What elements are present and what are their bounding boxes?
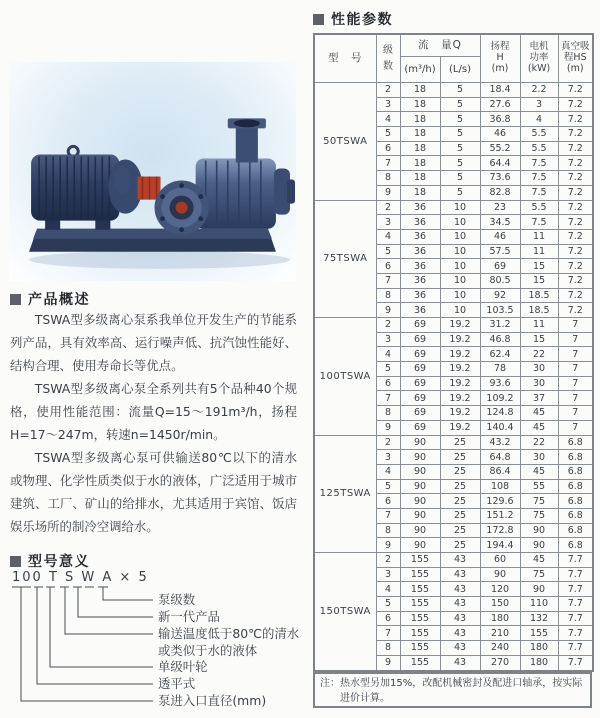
value-cell: 90: [400, 508, 440, 523]
value-cell: 93.6: [480, 376, 520, 391]
value-cell: 90: [520, 538, 558, 553]
value-cell: 7.2: [558, 112, 593, 127]
value-cell: 5.5: [520, 127, 558, 142]
model-cell: 125TSWA: [314, 435, 376, 553]
value-cell: 2: [376, 435, 400, 450]
model-code: 100 T S W A × 5: [12, 570, 149, 585]
diagram-label: 泵级数: [158, 592, 196, 607]
model-meaning-heading-text: 型号意义: [28, 554, 90, 570]
value-cell: 3: [376, 450, 400, 465]
value-cell: 18.5: [520, 288, 558, 303]
value-cell: 7: [558, 332, 593, 347]
model-cell: 75TSWA: [314, 200, 376, 318]
value-cell: 92: [480, 288, 520, 303]
value-cell: 155: [520, 626, 558, 641]
value-cell: 240: [480, 641, 520, 656]
model-cell: 100TSWA: [314, 318, 376, 436]
col-header-power: [520, 34, 558, 83]
value-cell: 30: [520, 376, 558, 391]
value-cell: 4: [376, 582, 400, 597]
value-cell: 5: [376, 597, 400, 612]
col-header-head-line: (m): [491, 62, 509, 74]
value-cell: 6: [376, 259, 400, 274]
value-cell: 18.4: [480, 83, 520, 98]
col-header-stages: [376, 34, 400, 83]
value-cell: 110: [520, 597, 558, 612]
value-cell: 3: [376, 567, 400, 582]
value-cell: 45: [520, 420, 558, 435]
model-cell: 50TSWA: [314, 83, 376, 201]
overview-heading: [10, 289, 90, 309]
value-cell: 109.2: [480, 391, 520, 406]
overview-heading-text: 产品概述: [28, 292, 90, 308]
value-cell: 3: [376, 332, 400, 347]
value-cell: 155: [400, 567, 440, 582]
value-cell: 6: [376, 376, 400, 391]
diagram-label: 泵进入口直径(mm): [158, 693, 267, 708]
value-cell: 5: [440, 112, 480, 127]
value-cell: 7.2: [558, 97, 593, 112]
value-cell: 7.7: [558, 567, 593, 582]
col-header-power-line: (kW): [527, 62, 551, 74]
value-cell: 18: [400, 83, 440, 98]
value-cell: 151.2: [480, 508, 520, 523]
performance-table: [313, 33, 594, 672]
value-cell: 103.5: [480, 303, 520, 318]
value-cell: 7: [376, 156, 400, 171]
col-header-head-line: 扬程: [490, 41, 510, 53]
value-cell: 7.5: [520, 171, 558, 186]
value-cell: 129.6: [480, 494, 520, 509]
value-cell: 155: [400, 597, 440, 612]
value-cell: 7.5: [520, 156, 558, 171]
value-cell: 7: [376, 626, 400, 641]
pump-illustration: [9, 62, 296, 281]
value-cell: 15: [520, 273, 558, 288]
value-cell: 7: [376, 391, 400, 406]
value-cell: 11: [520, 229, 558, 244]
value-cell: 7.2: [558, 273, 593, 288]
value-cell: 5: [376, 244, 400, 259]
value-cell: 18.5: [520, 303, 558, 318]
value-cell: 2.2: [520, 83, 558, 98]
value-cell: 43: [440, 553, 480, 568]
performance-heading: [313, 9, 393, 29]
value-cell: 19.2: [440, 347, 480, 362]
col-header-suction: [558, 34, 593, 83]
value-cell: 7.2: [558, 127, 593, 142]
value-cell: 90: [400, 450, 440, 465]
col-header-stages-line: 数: [383, 60, 393, 72]
value-cell: 155: [400, 553, 440, 568]
value-cell: 9: [376, 655, 400, 670]
value-cell: 2: [376, 553, 400, 568]
value-cell: 7.2: [558, 185, 593, 200]
value-cell: 36: [400, 288, 440, 303]
value-cell: 7.7: [558, 655, 593, 670]
value-cell: 43.2: [480, 435, 520, 450]
value-cell: 150: [480, 597, 520, 612]
value-cell: 7: [558, 362, 593, 377]
col-header-suction-line: 程HS: [563, 52, 587, 64]
value-cell: 9: [376, 185, 400, 200]
value-cell: 46: [480, 229, 520, 244]
value-cell: 155: [400, 626, 440, 641]
performance-heading-text: 性能参数: [331, 12, 393, 28]
model-meaning-diagram: [10, 570, 300, 715]
model-meaning-heading: [10, 551, 90, 571]
value-cell: 60: [480, 553, 520, 568]
value-cell: 69: [400, 347, 440, 362]
table-note-text: 注：热水型另加15%，改配机械密封及配进口轴承，按实际进价计算。: [320, 678, 583, 704]
value-cell: 108: [480, 479, 520, 494]
col-header-model: 型 号: [314, 34, 376, 83]
value-cell: 120: [480, 582, 520, 597]
value-cell: 6: [376, 494, 400, 509]
value-cell: 7.5: [520, 185, 558, 200]
value-cell: 43: [440, 611, 480, 626]
value-cell: 8: [376, 171, 400, 186]
value-cell: 270: [480, 655, 520, 670]
value-cell: 10: [440, 259, 480, 274]
value-cell: 9: [376, 303, 400, 318]
value-cell: 18: [400, 97, 440, 112]
value-cell: 180: [520, 655, 558, 670]
value-cell: 69: [400, 420, 440, 435]
col-header-suction-line: (m): [566, 62, 584, 74]
value-cell: 7: [376, 508, 400, 523]
value-cell: 7.7: [558, 582, 593, 597]
value-cell: 73.6: [480, 171, 520, 186]
value-cell: 8: [376, 406, 400, 421]
value-cell: 4: [376, 229, 400, 244]
square-bullet-icon: [10, 556, 21, 567]
value-cell: 55.2: [480, 141, 520, 156]
value-cell: 43: [440, 597, 480, 612]
value-cell: 140.4: [480, 420, 520, 435]
value-cell: 25: [440, 523, 480, 538]
value-cell: 10: [440, 200, 480, 215]
value-cell: 18: [400, 141, 440, 156]
col-header-head-line: H: [496, 52, 504, 64]
value-cell: 36: [400, 229, 440, 244]
value-cell: 194.4: [480, 538, 520, 553]
value-cell: 19.2: [440, 420, 480, 435]
col-header-power-line: 电机: [529, 41, 549, 53]
value-cell: 180: [480, 611, 520, 626]
value-cell: 36: [400, 273, 440, 288]
value-cell: 22: [520, 347, 558, 362]
value-cell: 155: [400, 655, 440, 670]
col-header-stages-line: 级: [383, 45, 393, 56]
performance-table-body: [314, 83, 593, 671]
value-cell: 180: [520, 641, 558, 656]
square-bullet-icon: [313, 14, 324, 25]
value-cell: 5: [440, 171, 480, 186]
value-cell: 37: [520, 391, 558, 406]
value-cell: 25: [440, 538, 480, 553]
value-cell: 5: [440, 97, 480, 112]
diagram-label: 或类似于水的液体: [158, 643, 258, 658]
value-cell: 19.2: [440, 332, 480, 347]
col-header-flow-m3h: (m³/h): [400, 57, 440, 83]
value-cell: 90: [400, 435, 440, 450]
value-cell: 3: [520, 97, 558, 112]
diagram-label: 新一代产品: [158, 609, 220, 624]
value-cell: 25: [440, 450, 480, 465]
value-cell: 8: [376, 641, 400, 656]
value-cell: 64.4: [480, 156, 520, 171]
value-cell: 6.8: [558, 494, 593, 509]
value-cell: 25: [440, 508, 480, 523]
value-cell: 7.2: [558, 259, 593, 274]
value-cell: 18: [400, 127, 440, 142]
value-cell: 46.8: [480, 332, 520, 347]
value-cell: 90: [400, 464, 440, 479]
value-cell: 7.2: [558, 229, 593, 244]
value-cell: 36: [400, 200, 440, 215]
value-cell: 69: [480, 259, 520, 274]
value-cell: 46: [480, 127, 520, 142]
value-cell: 8: [376, 288, 400, 303]
value-cell: 18: [400, 171, 440, 186]
value-cell: 7.7: [558, 597, 593, 612]
value-cell: 6.8: [558, 538, 593, 553]
value-cell: 6.8: [558, 523, 593, 538]
value-cell: 7: [558, 318, 593, 333]
value-cell: 5: [440, 185, 480, 200]
value-cell: 7.2: [558, 83, 593, 98]
overview-paragraph: TSWA型多级离心泵可供输送80℃以下的清水或物理、化学性质类似于水的液体，广泛适用于城市建筑、工厂、矿山的给排水，尤其适用于宾馆、饭店娱乐场所的制冷空调给水。: [10, 450, 297, 534]
value-cell: 25: [440, 435, 480, 450]
value-cell: 69: [400, 406, 440, 421]
value-cell: 8: [376, 523, 400, 538]
col-header-flow: 流 量Q: [400, 34, 480, 57]
value-cell: 7: [558, 406, 593, 421]
value-cell: 62.4: [480, 347, 520, 362]
value-cell: 7.2: [558, 288, 593, 303]
value-cell: 11: [520, 318, 558, 333]
value-cell: 15: [520, 332, 558, 347]
value-cell: 43: [440, 582, 480, 597]
value-cell: 18: [400, 185, 440, 200]
value-cell: 7.2: [558, 156, 593, 171]
value-cell: 5: [440, 83, 480, 98]
value-cell: 80.5: [480, 273, 520, 288]
value-cell: 10: [440, 215, 480, 230]
value-cell: 36.8: [480, 112, 520, 127]
diagram-label: 透平式: [158, 676, 196, 691]
value-cell: 10: [440, 303, 480, 318]
value-cell: 90: [400, 479, 440, 494]
value-cell: 15: [520, 259, 558, 274]
value-cell: 90: [520, 582, 558, 597]
value-cell: 45: [520, 464, 558, 479]
value-cell: 5: [376, 479, 400, 494]
table-row: [314, 318, 593, 333]
value-cell: 7.7: [558, 553, 593, 568]
value-cell: 43: [440, 641, 480, 656]
value-cell: 36: [400, 259, 440, 274]
value-cell: 25: [440, 479, 480, 494]
value-cell: 31.2: [480, 318, 520, 333]
value-cell: 30: [520, 450, 558, 465]
value-cell: 90: [480, 567, 520, 582]
value-cell: 124.8: [480, 406, 520, 421]
value-cell: 75: [520, 494, 558, 509]
value-cell: 6.8: [558, 450, 593, 465]
value-cell: 7.7: [558, 611, 593, 626]
value-cell: 155: [400, 582, 440, 597]
overview-paragraphs: [10, 308, 297, 538]
value-cell: 6: [376, 141, 400, 156]
value-cell: 10: [440, 244, 480, 259]
value-cell: 3: [376, 97, 400, 112]
value-cell: 90: [400, 538, 440, 553]
value-cell: 69: [400, 362, 440, 377]
value-cell: 7: [558, 347, 593, 362]
value-cell: 43: [440, 567, 480, 582]
value-cell: 7.2: [558, 141, 593, 156]
value-cell: 75: [520, 567, 558, 582]
table-row: [314, 553, 593, 568]
value-cell: 132: [520, 611, 558, 626]
value-cell: 6: [376, 611, 400, 626]
col-header-suction-line: 真空吸: [561, 41, 590, 53]
value-cell: 19.2: [440, 391, 480, 406]
value-cell: 9: [376, 538, 400, 553]
value-cell: 7.7: [558, 626, 593, 641]
value-cell: 69: [400, 391, 440, 406]
model-cell: 150TSWA: [314, 553, 376, 671]
diagram-label: 单级叶轮: [158, 659, 208, 674]
overview-paragraph: TSWA型多级离心泵全系列共有5个品种40个规格，使用性能范围：流量Q=15～191m³/h，扬程H=17～247m，转速n=1450r/min。: [10, 381, 297, 442]
value-cell: 7: [558, 391, 593, 406]
value-cell: 7.2: [558, 303, 593, 318]
value-cell: 7.7: [558, 641, 593, 656]
value-cell: 69: [400, 318, 440, 333]
value-cell: 7.2: [558, 200, 593, 215]
value-cell: 43: [440, 655, 480, 670]
value-cell: 155: [400, 641, 440, 656]
value-cell: 6.8: [558, 508, 593, 523]
value-cell: 18: [400, 156, 440, 171]
value-cell: 19.2: [440, 362, 480, 377]
value-cell: 5: [440, 141, 480, 156]
value-cell: 172.8: [480, 523, 520, 538]
value-cell: 3: [376, 215, 400, 230]
value-cell: 6.8: [558, 479, 593, 494]
value-cell: 64.8: [480, 450, 520, 465]
col-header-flow-ls: (L/s): [440, 57, 480, 83]
value-cell: 36: [400, 215, 440, 230]
value-cell: 10: [440, 273, 480, 288]
value-cell: 30: [520, 362, 558, 377]
value-cell: 10: [440, 288, 480, 303]
value-cell: 5: [376, 127, 400, 142]
value-cell: 82.8: [480, 185, 520, 200]
table-note: [313, 672, 592, 708]
value-cell: 7: [376, 273, 400, 288]
value-cell: 10: [440, 229, 480, 244]
value-cell: 90: [400, 494, 440, 509]
value-cell: 4: [376, 112, 400, 127]
value-cell: 55: [520, 479, 558, 494]
value-cell: 69: [400, 332, 440, 347]
value-cell: 36: [400, 303, 440, 318]
square-bullet-icon: [10, 294, 21, 305]
value-cell: 90: [520, 523, 558, 538]
value-cell: 23: [480, 200, 520, 215]
value-cell: 5: [440, 156, 480, 171]
value-cell: 6.8: [558, 435, 593, 450]
value-cell: 75: [520, 508, 558, 523]
value-cell: 7: [558, 376, 593, 391]
value-cell: 11: [520, 244, 558, 259]
value-cell: 34.5: [480, 215, 520, 230]
value-cell: 7.2: [558, 215, 593, 230]
value-cell: 45: [520, 406, 558, 421]
value-cell: 210: [480, 626, 520, 641]
value-cell: 4: [376, 464, 400, 479]
value-cell: 2: [376, 318, 400, 333]
value-cell: 7.2: [558, 171, 593, 186]
product-photo: [9, 62, 296, 281]
value-cell: 36: [400, 244, 440, 259]
table-row: [314, 200, 593, 215]
value-cell: 45: [520, 553, 558, 568]
diagram-label: 输送温度低于80℃的清水: [158, 626, 300, 641]
value-cell: 19.2: [440, 318, 480, 333]
value-cell: 2: [376, 83, 400, 98]
table-row: [314, 435, 593, 450]
value-cell: 69: [400, 376, 440, 391]
value-cell: 90: [400, 523, 440, 538]
value-cell: 2: [376, 200, 400, 215]
value-cell: 27.6: [480, 97, 520, 112]
value-cell: 7.5: [520, 215, 558, 230]
value-cell: 57.5: [480, 244, 520, 259]
table-row: [314, 83, 593, 98]
value-cell: 4: [520, 112, 558, 127]
value-cell: 86.4: [480, 464, 520, 479]
value-cell: 5.5: [520, 141, 558, 156]
value-cell: 5: [440, 127, 480, 142]
value-cell: 25: [440, 464, 480, 479]
value-cell: 19.2: [440, 376, 480, 391]
value-cell: 7.2: [558, 244, 593, 259]
value-cell: 18: [400, 112, 440, 127]
value-cell: 7: [558, 420, 593, 435]
value-cell: 6.8: [558, 464, 593, 479]
value-cell: 43: [440, 626, 480, 641]
value-cell: 4: [376, 347, 400, 362]
col-header-power-line: 功率: [529, 52, 549, 64]
value-cell: 19.2: [440, 406, 480, 421]
overview-paragraph: TSWA型多级离心泵系我单位开发生产的节能系列产品，具有效率高、运行噪声低、抗汽蚀性能好、结构合理、使用寿命长等优点。: [10, 312, 297, 373]
value-cell: 155: [400, 611, 440, 626]
value-cell: 5: [376, 362, 400, 377]
value-cell: 25: [440, 494, 480, 509]
col-header-head: [480, 34, 520, 83]
value-cell: 78: [480, 362, 520, 377]
value-cell: 9: [376, 420, 400, 435]
value-cell: 5.5: [520, 200, 558, 215]
value-cell: 22: [520, 435, 558, 450]
